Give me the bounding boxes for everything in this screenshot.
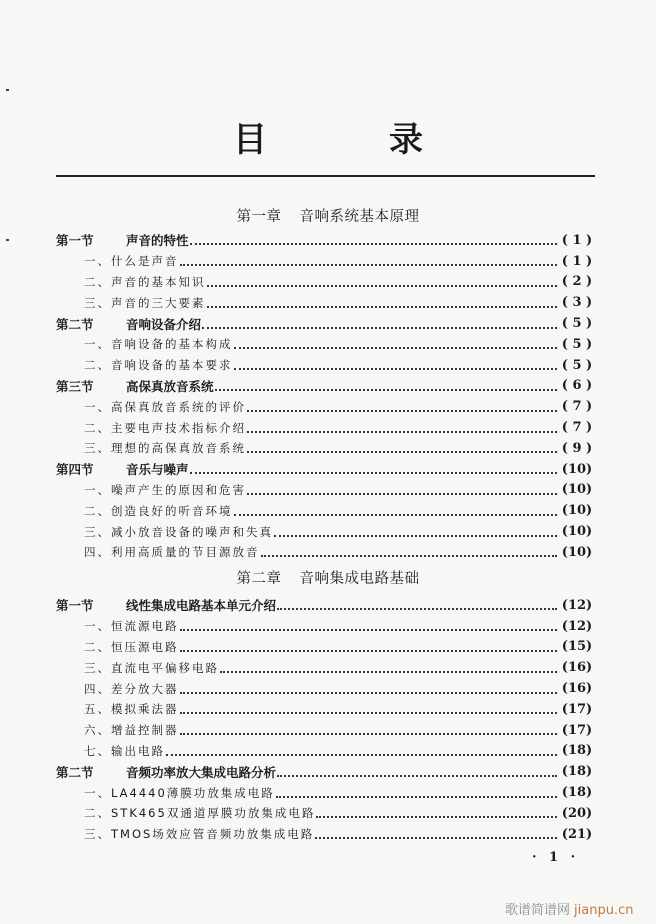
- section-number: 第三节: [56, 378, 94, 394]
- section-number: 第一节: [56, 233, 94, 249]
- toc-section[interactable]: [56, 230, 596, 251]
- item-title: 差分放大器: [111, 681, 179, 696]
- page-number: (18): [561, 743, 593, 759]
- page-number: (21): [561, 826, 593, 842]
- toc-chapter-2: [56, 595, 596, 845]
- item-number: 三、: [84, 660, 111, 675]
- section-number: 第一节: [56, 598, 94, 614]
- chapter-number: 第二章: [236, 571, 282, 587]
- item-number: 一、: [84, 785, 111, 800]
- dot-leader: [180, 700, 558, 714]
- item-number: 二、: [84, 420, 111, 435]
- toc-item[interactable]: [56, 417, 596, 438]
- dot-leader: [207, 294, 558, 308]
- page-number: (15): [561, 639, 593, 655]
- page-number: (16): [561, 681, 593, 697]
- toc-item[interactable]: [56, 782, 596, 803]
- dot-leader: [247, 481, 557, 495]
- item-number: 三、: [84, 295, 111, 310]
- item-title: 减小放音设备的噪声和失真: [111, 524, 273, 539]
- toc-item[interactable]: [56, 355, 596, 376]
- toc-item[interactable]: [56, 741, 596, 762]
- watermark-text: 歌谱简谱网: [505, 903, 571, 918]
- dot-leader: [180, 638, 558, 652]
- page-number: ( 7 ): [561, 420, 593, 436]
- chapter-heading: [0, 567, 656, 588]
- page-number: ( 9 ): [561, 440, 593, 456]
- chapter-heading: [0, 205, 656, 226]
- item-number: 三、: [84, 827, 111, 842]
- watermark-site: jianpu.cn: [574, 903, 634, 918]
- dot-leader: [274, 523, 557, 537]
- title-rule: [56, 175, 595, 177]
- item-title: 理想的高保真放音系统: [111, 441, 246, 456]
- page-number: ( 5 ): [561, 357, 593, 373]
- toc-section[interactable]: [56, 459, 596, 480]
- page-number: ( 7 ): [561, 399, 593, 415]
- page-number: (10): [561, 524, 593, 540]
- page-number: ( 6 ): [561, 378, 593, 394]
- item-title: 模拟乘法器: [111, 702, 179, 717]
- toc-section[interactable]: [56, 376, 596, 397]
- dot-leader: [247, 439, 557, 453]
- page-number: ( 1 ): [561, 232, 593, 248]
- toc-section[interactable]: [56, 761, 596, 782]
- toc-item[interactable]: [56, 720, 596, 741]
- toc-item[interactable]: [56, 500, 596, 521]
- item-title: 利用高质量的节目源放音: [111, 545, 260, 560]
- item-number: 四、: [84, 545, 111, 560]
- page-number: (10): [561, 503, 593, 519]
- item-number: 二、: [84, 639, 111, 654]
- toc-item[interactable]: [56, 678, 596, 699]
- section-title: 高保真放音系统: [126, 378, 214, 394]
- scan-speck: [6, 89, 9, 91]
- dot-leader: [180, 252, 558, 266]
- item-number: 三、: [84, 441, 111, 456]
- dot-leader: [234, 335, 558, 349]
- dot-leader: [261, 543, 558, 557]
- page-number: (16): [561, 660, 593, 676]
- section-title: 音乐与噪声: [126, 462, 189, 478]
- item-title: 什么是声音: [111, 254, 179, 269]
- watermark: [505, 899, 633, 918]
- dot-leader: [180, 617, 558, 631]
- item-number: 二、: [84, 806, 111, 821]
- item-title: STK465双通道厚膜功放集成电路: [111, 806, 316, 821]
- dot-leader: [247, 419, 557, 433]
- page-number: (10): [561, 544, 593, 560]
- page-number: (20): [561, 805, 593, 821]
- item-number: 六、: [84, 723, 111, 738]
- page-number: (17): [561, 701, 593, 717]
- section-number: 第四节: [56, 462, 94, 478]
- item-number: 一、: [84, 482, 111, 497]
- section-title: 音频功率放大集成电路分析: [126, 764, 277, 780]
- toc-item[interactable]: [56, 521, 596, 542]
- page-number: (10): [561, 461, 593, 477]
- item-title: 高保真放音系统的评价: [111, 399, 246, 414]
- item-title: 创造良好的听音环境: [111, 503, 233, 518]
- toc-item[interactable]: [56, 251, 596, 272]
- scan-speck: [6, 239, 9, 241]
- dot-leader: [277, 763, 557, 777]
- dot-leader: [180, 721, 558, 735]
- toc-item[interactable]: [56, 699, 596, 720]
- item-number: 二、: [84, 358, 111, 373]
- dot-leader: [234, 356, 558, 370]
- page-number: (12): [561, 618, 593, 634]
- dot-leader: [166, 742, 557, 756]
- dot-leader: [316, 804, 557, 818]
- item-number: 四、: [84, 681, 111, 696]
- dot-leader: [247, 398, 557, 412]
- toc-item[interactable]: [56, 616, 596, 637]
- item-title: 输出电路: [111, 743, 165, 758]
- item-title: 噪声产生的原因和危害: [111, 482, 246, 497]
- item-number: 七、: [84, 743, 111, 758]
- toc-section[interactable]: [56, 595, 596, 616]
- page-number: (18): [561, 785, 593, 801]
- item-number: 二、: [84, 274, 111, 289]
- toc-item[interactable]: [56, 480, 596, 501]
- section-title: 线性集成电路基本单元介绍: [126, 598, 277, 614]
- item-title: LA4440薄膜功放集成电路: [111, 785, 275, 800]
- dot-leader: [234, 502, 558, 516]
- item-title: 声音的基本知识: [111, 274, 206, 289]
- dot-leader: [220, 659, 557, 673]
- dot-leader: [190, 460, 557, 474]
- page-number: ( 5 ): [561, 336, 593, 352]
- item-number: 五、: [84, 702, 111, 717]
- toc-item[interactable]: [56, 824, 596, 845]
- chapter-title: 音响系统基本原理: [299, 209, 420, 225]
- item-title: 音响设备的基本要求: [111, 358, 233, 373]
- section-title: 音响设备介绍: [126, 316, 202, 332]
- page-number: ( 5 ): [561, 316, 593, 332]
- item-title: TMOS场效应管音频功放集成电路: [111, 827, 315, 842]
- page-number: (17): [561, 722, 593, 738]
- dot-leader: [190, 231, 557, 245]
- toc-item[interactable]: [56, 396, 596, 417]
- page-number: (18): [561, 764, 593, 780]
- item-number: 三、: [84, 524, 111, 539]
- item-number: 一、: [84, 254, 111, 269]
- toc-item[interactable]: [56, 657, 596, 678]
- toc-item[interactable]: [56, 292, 596, 313]
- toc-item[interactable]: [56, 803, 596, 824]
- item-number: 一、: [84, 337, 111, 352]
- page-number: (10): [561, 482, 593, 498]
- page-number: ( 2 ): [561, 274, 593, 290]
- toc-item[interactable]: [56, 334, 596, 355]
- dot-leader: [215, 377, 557, 391]
- item-title: 恒流源电路: [111, 619, 179, 634]
- toc-item[interactable]: [56, 438, 596, 459]
- item-title: 直流电平偏移电路: [111, 660, 219, 675]
- item-title: 增益控制器: [111, 723, 179, 738]
- item-title: 主要电声技术指标介绍: [111, 420, 246, 435]
- toc-section[interactable]: [56, 313, 596, 334]
- dot-leader: [202, 315, 557, 329]
- dot-leader: [277, 596, 557, 610]
- section-title: 声音的特性: [126, 233, 189, 249]
- dot-leader: [207, 273, 558, 287]
- toc-item[interactable]: [56, 637, 596, 658]
- item-number: 一、: [84, 619, 111, 634]
- toc-chapter-1: [56, 230, 596, 563]
- toc-item[interactable]: [56, 542, 596, 563]
- toc-item[interactable]: [56, 272, 596, 293]
- item-number: 一、: [84, 399, 111, 414]
- chapter-title: 音响集成电路基础: [299, 571, 420, 587]
- page-title: 目 录: [233, 120, 467, 160]
- dot-leader: [180, 680, 558, 694]
- item-number: 二、: [84, 503, 111, 518]
- chapter-number: 第一章: [236, 209, 282, 225]
- item-title: 声音的三大要素: [111, 295, 206, 310]
- dot-leader: [315, 825, 557, 839]
- page-number: (12): [561, 597, 593, 613]
- section-number: 第二节: [56, 316, 94, 332]
- page-folio: · 1 ·: [532, 850, 580, 865]
- page-number: ( 1 ): [561, 253, 593, 269]
- page-number: ( 3 ): [561, 295, 593, 311]
- dot-leader: [276, 784, 557, 798]
- section-number: 第二节: [56, 764, 94, 780]
- item-title: 恒压源电路: [111, 639, 179, 654]
- item-title: 音响设备的基本构成: [111, 337, 233, 352]
